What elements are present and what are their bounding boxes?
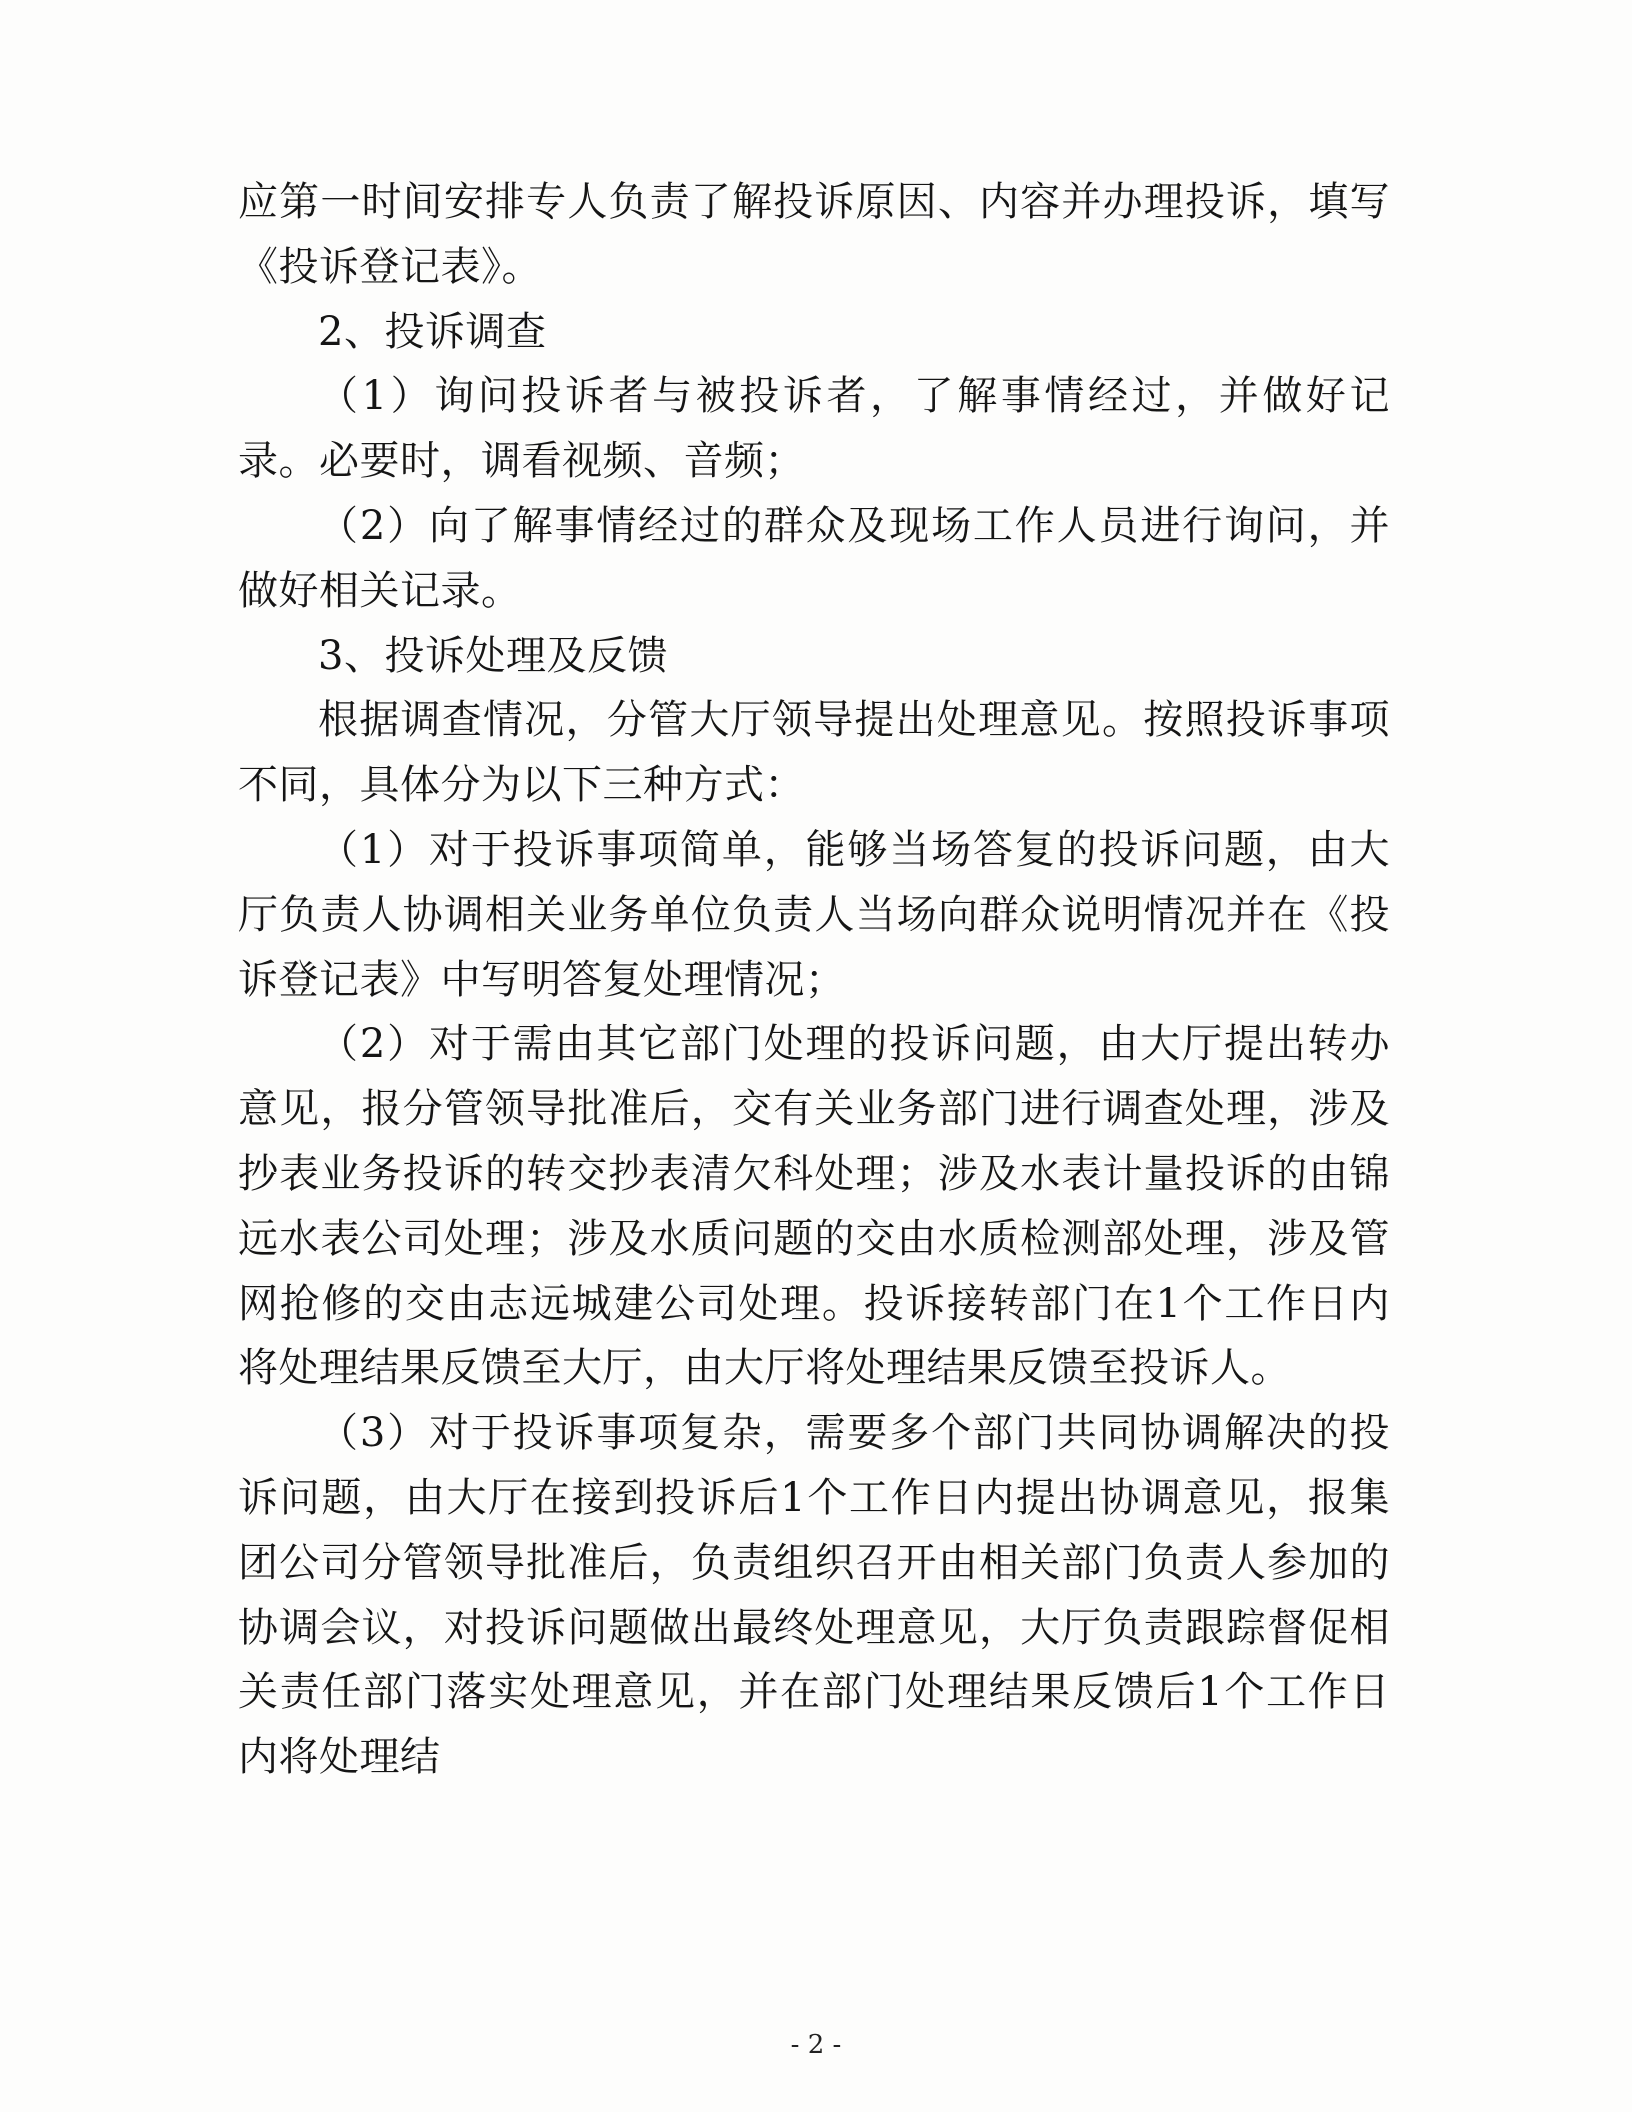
paragraph: （1）询问投诉者与被投诉者，了解事情经过，并做好记录。必要时，调看视频、音频； [238,373,1390,485]
paragraph: （2）向了解事情经过的群众及现场工作人员进行询问，并做好相关记录。 [238,502,1390,614]
paragraph: 根据调查情况，分管大厅领导提出处理意见。按照投诉事项不同，具体分为以下三种方式： [238,697,1390,809]
paragraph: （2）对于需由其它部门处理的投诉问题，由大厅提出转办意见，报分管领导批准后，交有关业务部门进行调查处理，涉及抄表业务投诉的转交抄表清欠科处理；涉及水表计量投诉的由锦远水表公司处理；涉及水质问题的交由水质检测部处理，涉及管网抢修的交由志远城建公司处理。投诉接转部门在1个工作日内将处理结果反馈至大厅，由大厅将处理结果反馈至投诉人。 [238,1021,1390,1392]
page-number: - 2 - [790,2030,842,2060]
paragraph: 应第一时间安排专人负责了解投诉原因、内容并办理投诉，填写《投诉登记表》。 [238,179,1390,290]
document-body [238,170,1390,1790]
paragraph: 2、投诉调查 [318,308,547,355]
paragraph: 3、投诉处理及反馈 [318,632,668,679]
paragraph: （1）对于投诉事项简单，能够当场答复的投诉问题，由大厅负责人协调相关业务单位负责人当场向群众说明情况并在《投诉登记表》中写明答复处理情况； [238,826,1390,1003]
paragraph: （3）对于投诉事项复杂，需要多个部门共同协调解决的投诉问题，由大厅在接到投诉后1个工作日内提出协调意见，报集团公司分管领导批准后，负责组织召开由相关部门负责人参加的协调会议，对投诉问题做出最终处理意见，大厅负责跟踪督促相关责任部门落实处理意见，并在部门处理结果反馈后1个工作日内将处理结 [238,1410,1390,1781]
